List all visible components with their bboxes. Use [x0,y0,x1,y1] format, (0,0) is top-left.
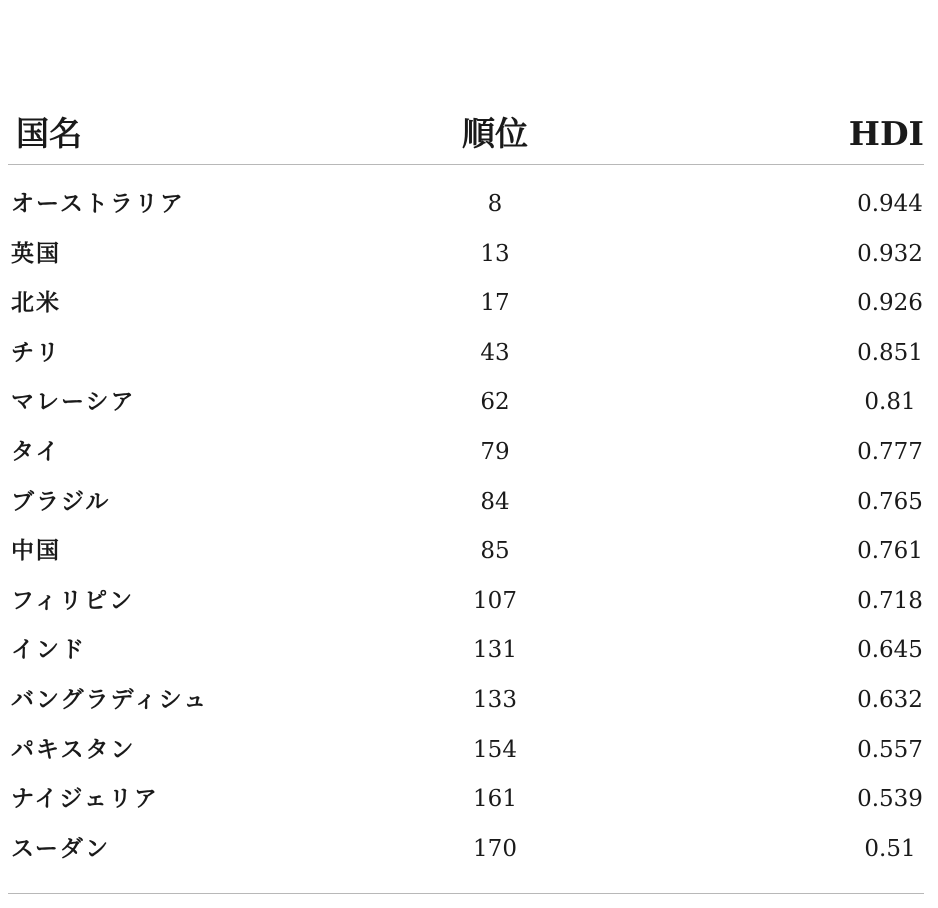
table-body [8,165,924,894]
country-name-cell: オーストラリア [11,190,185,217]
rank-cell: 43 [480,339,510,366]
hdi-table [8,102,924,894]
rank-cell: 84 [480,488,510,515]
rank-cell: 170 [473,835,517,862]
country-name-cell: スーダン [11,834,111,862]
hdi-cell: 0.765 [857,488,923,515]
table-row [8,675,924,725]
table-row [8,824,924,874]
hdi-cell: 0.51 [864,835,916,862]
table-row [8,179,924,229]
country-name-cell: タイ [11,437,61,465]
rank-cell: 161 [473,786,517,813]
hdi-cell: 0.632 [857,686,923,713]
table-row [8,377,924,427]
country-name-cell: 英国 [11,239,61,267]
rank-cell: 13 [480,240,510,267]
hdi-cell: 0.851 [857,339,923,366]
country-name-cell: ブラジル [11,487,111,515]
rank-cell: 131 [473,637,517,664]
country-name-cell: チリ [11,338,61,366]
table-row [8,278,924,328]
rank-cell: 85 [480,538,510,565]
rank-cell: 62 [480,389,510,416]
hdi-cell: 0.926 [857,290,923,317]
hdi-cell: 0.944 [857,191,923,217]
hdi-cell: 0.761 [857,538,923,565]
table-row [8,229,924,279]
rank-cell: 133 [473,686,517,713]
country-name-cell: ナイジェリア [11,785,159,813]
country-name-cell: フィリピン [11,586,135,614]
hdi-cell: 0.557 [857,736,923,763]
hdi-cell: 0.777 [857,438,923,465]
table-row [8,427,924,477]
country-name-cell: パキスタン [11,735,136,763]
hdi-cell: 0.539 [857,786,923,813]
country-name-cell: 中国 [11,537,61,565]
table-row [8,725,924,775]
header-rank: 順位 [462,114,528,153]
hdi-cell: 0.645 [857,637,923,664]
table-row [8,477,924,527]
rank-cell: 79 [480,438,510,465]
table-row [8,526,924,576]
hdi-cell: 0.718 [857,587,923,614]
country-name-cell: 北米 [11,289,61,317]
table-header-row [8,102,924,165]
hdi-cell: 0.932 [857,240,923,267]
rank-cell: 154 [473,736,517,763]
table-row [8,774,924,824]
header-hdi: HDI [848,114,924,153]
rank-cell: 107 [473,587,517,614]
country-name-cell: バングラディシュ [11,685,209,713]
table-row [8,625,924,675]
rank-cell: 8 [487,191,503,217]
header-country-name: 国名 [16,114,82,153]
rank-cell: 17 [480,290,510,317]
country-name-cell: インド [11,636,86,664]
table-row [8,576,924,626]
hdi-cell: 0.81 [864,389,916,416]
table-row [8,328,924,378]
country-name-cell: マレーシア [11,388,136,416]
